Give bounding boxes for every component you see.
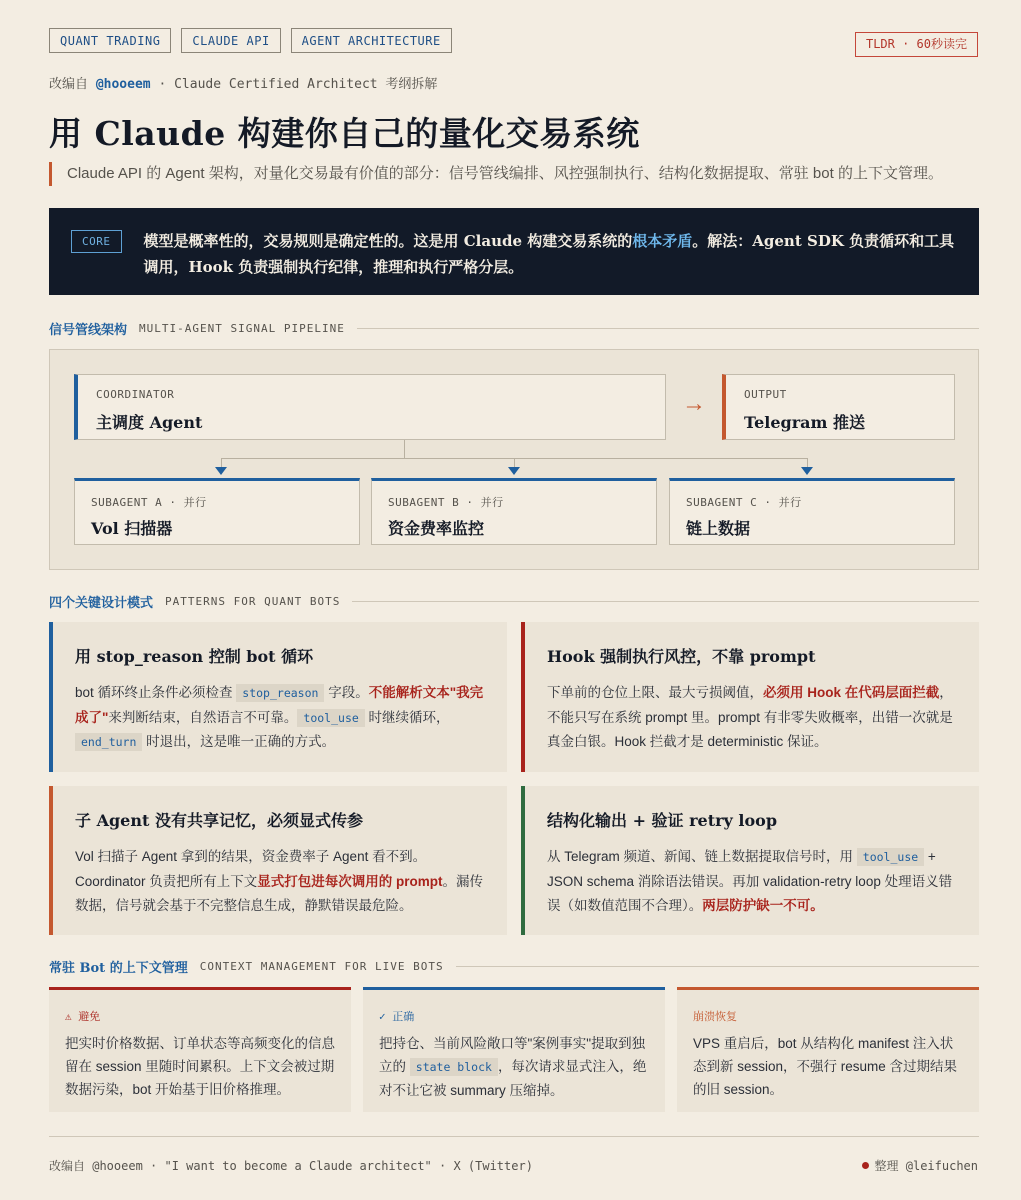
- subagent-label: SUBAGENT C · 并行: [686, 496, 802, 509]
- pattern-body: [75, 681, 485, 755]
- page-title: 用 Claude 构建你自己的量化交易系统: [49, 114, 640, 153]
- code-stop-reason: stop_reason: [236, 684, 324, 702]
- context-card-correct: [363, 987, 665, 1112]
- core-text: [144, 228, 958, 295]
- context-body: 把实时价格数据、订单状态等高频变化的信息留在 session 里随时间累积。上下文会被过期数据污染，bot 开始基于旧价格推理。: [65, 1036, 335, 1097]
- byline-suffix: · Claude Certified Architect 考纲拆解: [150, 77, 438, 92]
- section-divider: [357, 328, 979, 329]
- warning-label: ⚠ 避免: [65, 1010, 101, 1023]
- arrow-down-icon: [215, 467, 227, 475]
- pattern-body: [75, 845, 485, 919]
- page-subtitle: Claude API 的 Agent 架构，对量化交易最有价值的部分：信号管线编排、风控强制执行、结构化数据提取、常驻 bot 的上下文管理。: [49, 162, 979, 186]
- text: 时继续循环，: [364, 709, 450, 725]
- text: 把持仓、当前风险敞口等"案例事实"提取到独立的: [379, 1036, 646, 1074]
- emphasis-text: 不能解析文本"我完成了": [75, 685, 484, 725]
- text: 从 Telegram 频道、新闻、链上数据提取信号时，用: [547, 849, 857, 864]
- output-label: OUTPUT: [744, 388, 787, 401]
- emphasis-text: 两层防护缺一不可。: [702, 898, 824, 913]
- pattern-card-hook: [521, 622, 979, 772]
- tag-agent-architecture[interactable]: AGENT ARCHITECTURE: [291, 28, 452, 53]
- code-tool-use: tool_use: [857, 848, 924, 866]
- context-card-avoid: [49, 987, 351, 1112]
- core-text-a: 模型是概率性的，交易规则是确定性的。这是用 Claude 构建交易系统的: [143, 232, 633, 250]
- coordinator-name: 主调度 Agent: [96, 413, 203, 432]
- tag-claude-api[interactable]: CLAUDE API: [181, 28, 280, 53]
- text: 下单前的仓位上限、最大亏损阈值，: [547, 685, 763, 700]
- arrow-down-icon: [508, 467, 520, 475]
- pattern-title: 结构化输出 + 验证 retry loop: [547, 811, 778, 830]
- section-header-pipeline: [49, 319, 979, 337]
- footer-credit-text: 整理 @leifuchen: [874, 1159, 978, 1173]
- byline-prefix: 改编自: [49, 77, 96, 92]
- pattern-title: Hook 强制执行风控，不靠 prompt: [547, 647, 816, 666]
- tag-list: [49, 28, 452, 53]
- footer-source: 改编自 @hooeem · "I want to become a Claude architect" · X (Twitter): [49, 1159, 533, 1173]
- pattern-title: 子 Agent 没有共享记忆，必须显式传参: [75, 811, 363, 830]
- section-title-cn: 信号管线架构: [49, 322, 128, 338]
- footer-divider: [49, 1136, 979, 1137]
- section-title-cn: 常驻 Bot 的上下文管理: [49, 960, 188, 976]
- text: 字段。: [324, 685, 369, 700]
- subagent-name: 链上数据: [686, 519, 751, 538]
- byline: [49, 73, 437, 92]
- connector-vertical: [404, 440, 405, 458]
- code-end-turn: end_turn: [75, 733, 142, 751]
- output-node: [722, 374, 955, 440]
- tldr-badge: TLDR · 60秒读完: [855, 32, 978, 57]
- text: bot 循环终止条件必须检查: [75, 685, 237, 700]
- pattern-body: [547, 845, 957, 919]
- arrow-right-icon: →: [682, 390, 706, 417]
- text: Vol 扫描子 Agent 拿到的结果，资金费率子 Agent 看不到。Coordinator 负责把所有上下文: [75, 849, 427, 889]
- emphasis-text: 显式打包进每次调用的 prompt: [257, 873, 443, 889]
- section-header-patterns: [49, 592, 979, 610]
- connector-a: [221, 458, 222, 467]
- dot-icon: [862, 1162, 869, 1169]
- connector-b: [514, 458, 515, 467]
- pipeline-diagram: [49, 349, 979, 570]
- subagent-b-node: [371, 478, 657, 545]
- arrow-down-icon: [801, 467, 813, 475]
- text: 。漏传数据，信号就会基于不完整信息生成，静默错误最危险。: [75, 873, 484, 913]
- code-tool-use: tool_use: [297, 709, 364, 727]
- text: ，每次请求显式注入，绝对不让它被 summary 压缩掉。: [379, 1059, 647, 1098]
- recovery-label: 崩溃恢复: [693, 1010, 737, 1023]
- emphasis-text: 必须用 Hook 在代码层面拦截: [763, 685, 940, 700]
- context-body: VPS 重启后，bot 从结构化 manifest 注入状态到新 session，不强行 resume 含过期结果的旧 session。: [693, 1036, 958, 1097]
- coordinator-label: COORDINATOR: [96, 388, 175, 401]
- connector-c: [807, 458, 808, 467]
- text: + JSON schema 消除语法错误。再加 validation-retry loop 处理语义错误（如数值范围不合理）。: [547, 849, 953, 913]
- pattern-card-structured-output: [521, 786, 979, 935]
- core-highlight: 根本矛盾: [632, 232, 693, 250]
- section-title-cn: 四个关键设计模式: [49, 595, 154, 611]
- tag-quant-trading[interactable]: QUANT TRADING: [49, 28, 171, 53]
- subagent-label: SUBAGENT B · 并行: [388, 496, 504, 509]
- section-title-en: MULTI-AGENT SIGNAL PIPELINE: [139, 321, 345, 335]
- subagent-name: 资金费率监控: [388, 519, 485, 538]
- core-tag: CORE: [71, 230, 122, 253]
- section-divider: [352, 601, 979, 602]
- pattern-body: [547, 681, 957, 755]
- code-state-block: state block: [410, 1058, 498, 1076]
- subagent-name: Vol 扫描器: [91, 519, 173, 538]
- text: ，不能只写在系统 prompt 里。prompt 有非零失败概率，出错一次就是真金白银。Hook 拦截才是 deterministic 保证。: [547, 685, 953, 749]
- pattern-card-subagent-memory: [49, 786, 507, 935]
- section-header-context: [49, 957, 979, 975]
- context-card-recovery: [677, 987, 979, 1112]
- core-text-b: 。解法：Agent SDK 负责循环和工具调用，Hook 负责强制执行纪律，推理和执行严格分层。: [143, 232, 955, 276]
- section-divider: [456, 966, 979, 967]
- footer-credit: [862, 1157, 978, 1174]
- section-title-en: CONTEXT MANAGEMENT FOR LIVE BOTS: [199, 959, 444, 973]
- output-name: Telegram 推送: [744, 413, 865, 432]
- context-body: [379, 1032, 649, 1102]
- text: 来判断结束，自然语言不可靠。: [108, 709, 298, 725]
- author-handle-link[interactable]: @hooeem: [95, 77, 151, 92]
- section-title-en: PATTERNS FOR QUANT BOTS: [165, 594, 341, 608]
- pattern-title: 用 stop_reason 控制 bot 循环: [75, 647, 314, 666]
- subagent-label: SUBAGENT A · 并行: [91, 496, 207, 509]
- text: 时退出，这是唯一正确的方式。: [142, 734, 336, 749]
- subagent-c-node: [669, 478, 955, 545]
- subagent-a-node: [74, 478, 360, 545]
- pattern-card-stop-reason: [49, 622, 507, 772]
- check-label: ✓ 正确: [379, 1010, 415, 1023]
- coordinator-node: [74, 374, 666, 440]
- core-callout: [49, 208, 979, 295]
